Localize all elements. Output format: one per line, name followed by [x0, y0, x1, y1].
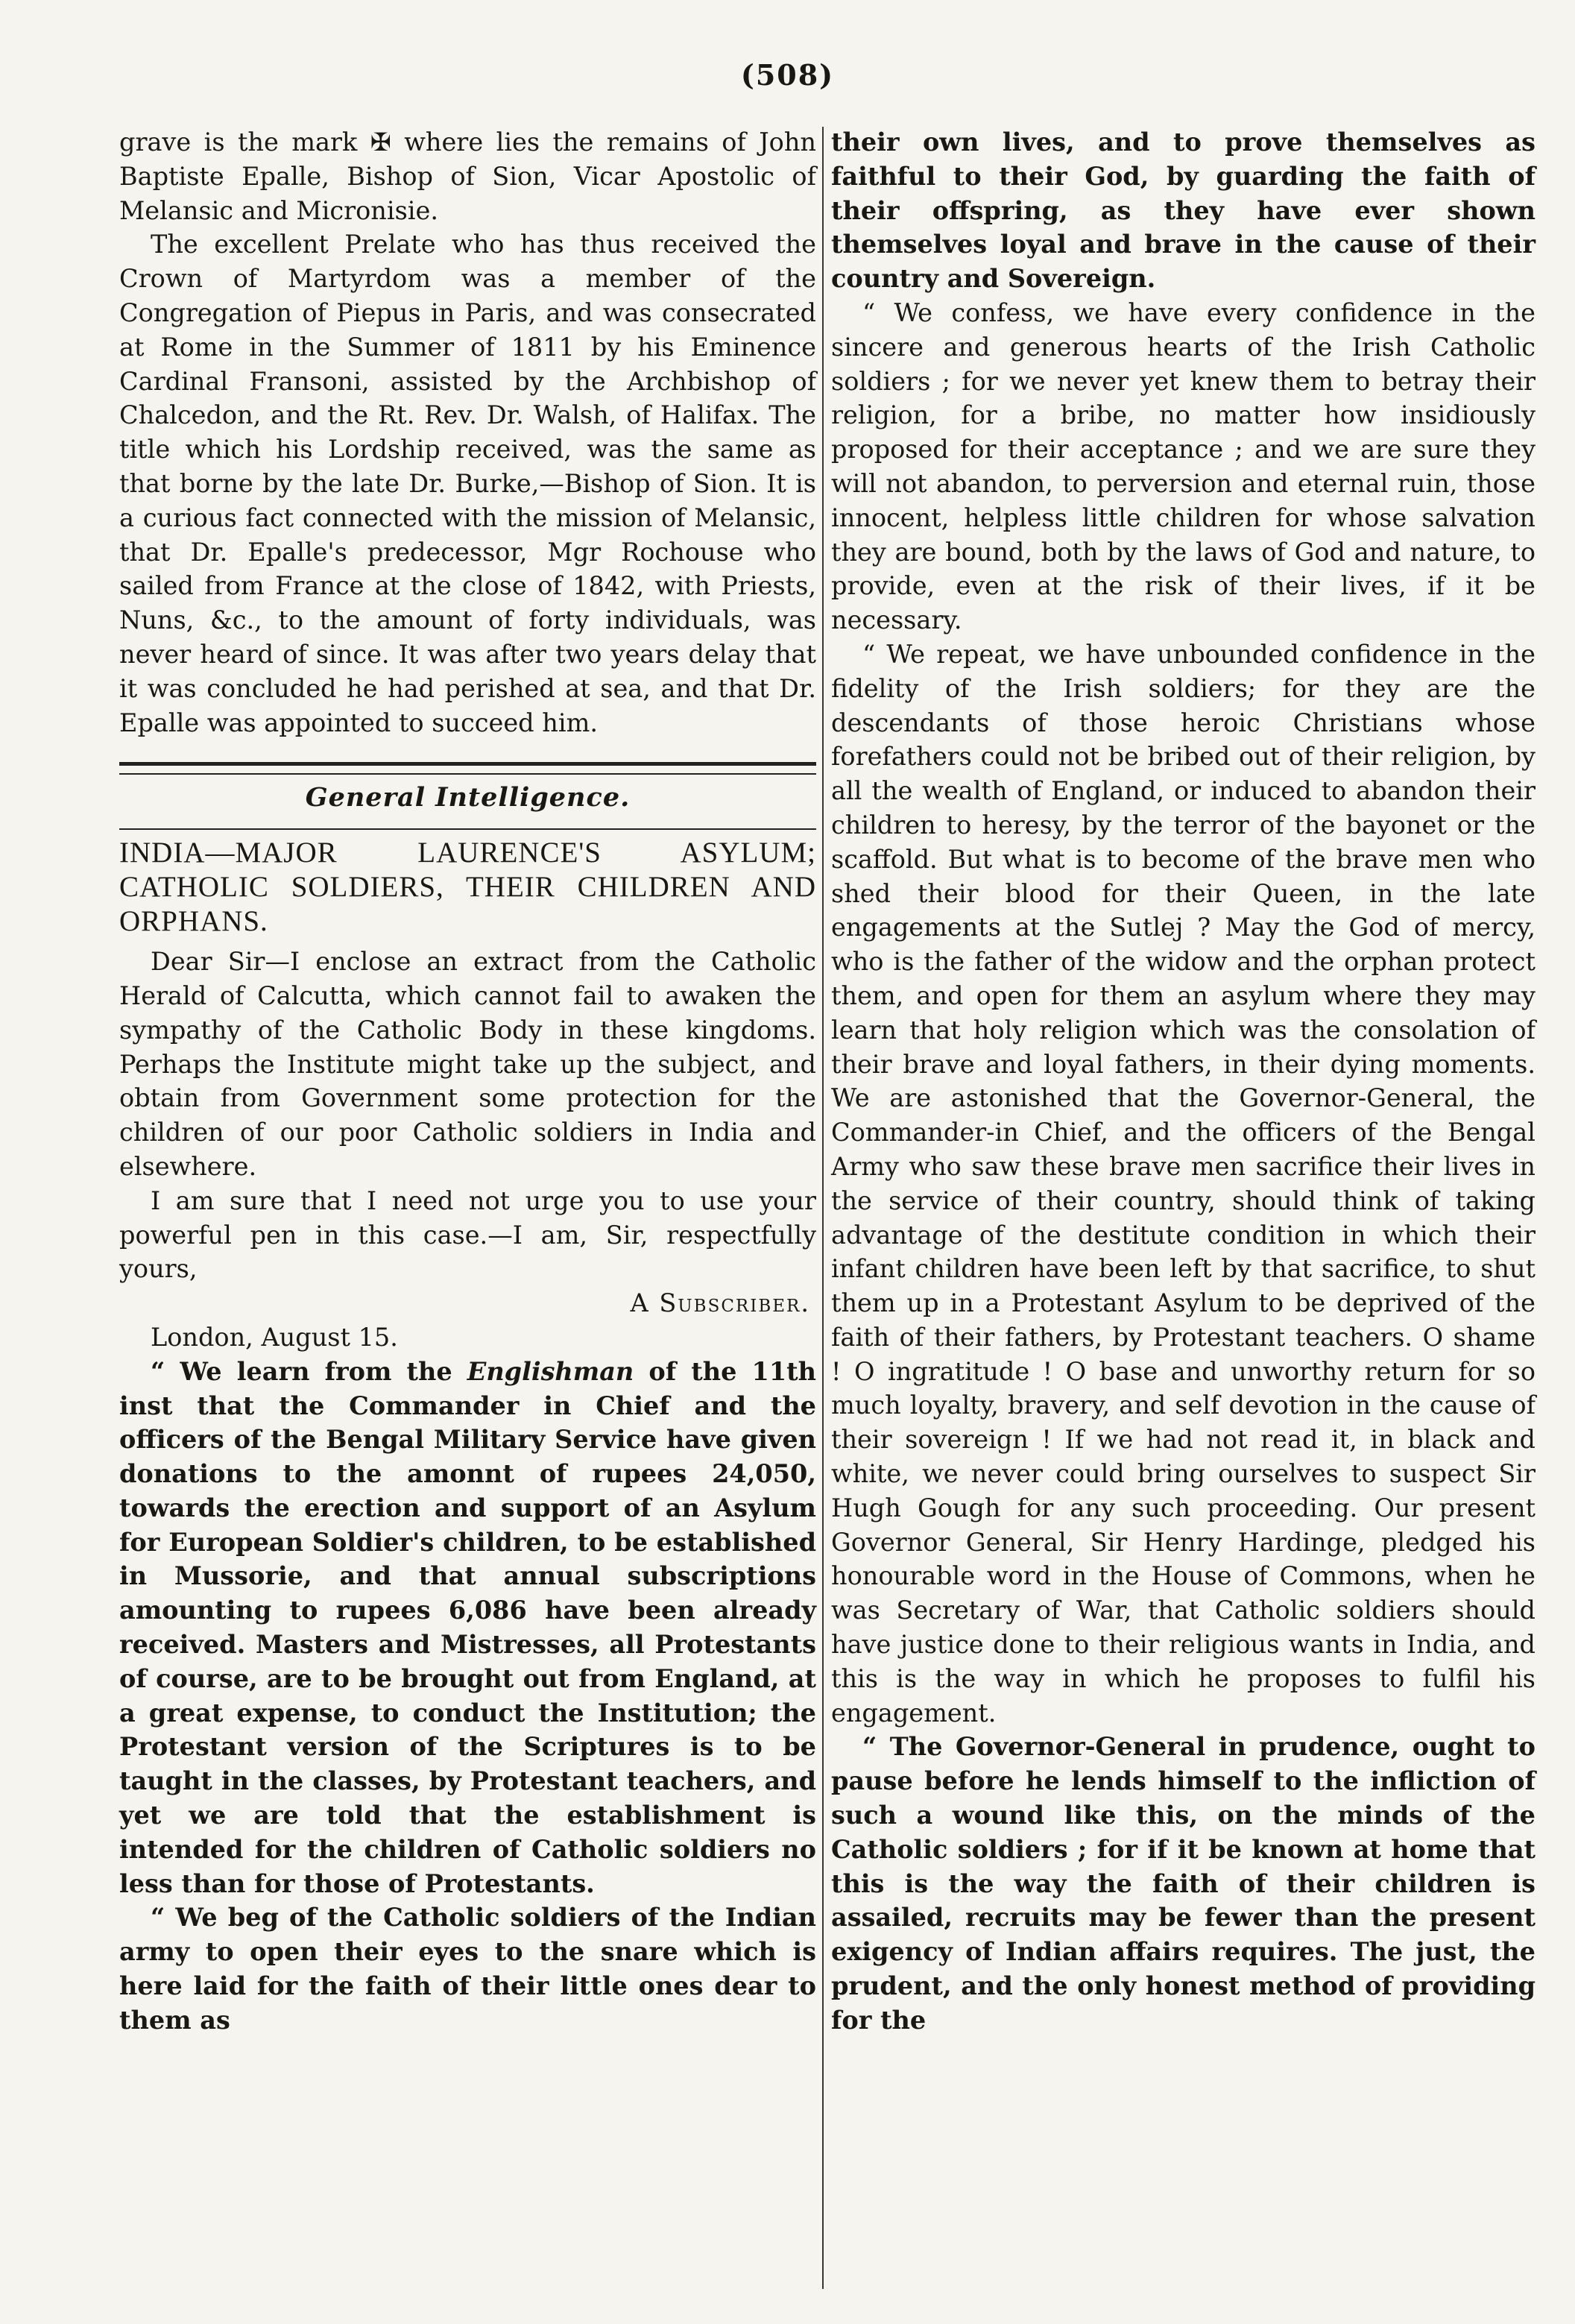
left-column	[119, 125, 816, 2038]
right-column	[831, 125, 1535, 2038]
left-para-2: The excellent Prelate who has thus received the Crown of Martyrdom was a member of the Congregation of Piepus in Paris, and was consecrated at Rome in the Summer of 1811 by his Eminence Cardinal Fransoni, assisted by the Archbishop of Chalcedon, and the Rt. Rev. Dr. Walsh, of Halifax. The title which his Lordship received, was the same as that borne by the late Dr. Burke,—Bishop of Sion. It is a curious fact connected with the mission of Melansic, that Dr. Epalle's predecessor, Mgr Rochouse who sailed from France at the close of 1842, with Priests, Nuns, &c., to the amount of forty individuals, was never heard of since. It was after two years delay that it was concluded he had perished at sea, and that Dr. Epalle was appointed to succeed him.	[119, 230, 816, 737]
quote1-pre: “ We learn from the	[151, 1356, 467, 1386]
place-date: London, August 15.	[151, 1322, 398, 1352]
page-number: (508)	[740, 58, 835, 92]
letter-para-2: I am sure that I need not urge you to use your powerful pen in this case.—I am, Sir, respectfully yours,	[119, 1185, 816, 1284]
right-para-3: “ We repeat, we have unbounded confidence in the fidelity of the Irish soldiers; for they are the descendants of those heroic Christians whose forefathers could not be bribed out of their religion, by all the wealth of England, or induced to abandon their children to heresy, by the terror of the bayonet or the scaffold. But what is to become of the brave men who shed their blood for their Queen, in the late engagements at the Sutlej ? May the God of mercy, who is the father of the widow and the orphan protect them, and open for them an asylum where they may learn that holy religion which was the consolation of their brave and loyal fathers, in their dying moments. We are astonished that the Governor-General, the Commander-in Chief, and the officers of the Bengal Army who saw these brave men sacrifice their lives in the service of their country, should think of taking advantage of the destitute condition in which their infant children have been left by that sacrifice, to shut them up in a Protestant Asylum to be deprived of the faith of their fathers, by Protestant teachers. O shame ! O ingratitude ! O base and unworthy return for so much loyalty, bravery, and self devotion in the cause of their sovereign ! If we had not read it, in black and white, we never could bring ourselves to suspect Sir Hugh Gough for any such proceeding. Our present Governor General, Sir Henry Hardinge, pledged his honourable word in the House of Commons, when he was Secretary of War, that Catholic soldiers should have justice done to their religious wants in India, and this is the way in which he proposes to fulfil his engagement.	[831, 639, 1535, 1728]
quote-para-2: “ We beg of the Catholic soldiers of the Indian army to open their eyes to the snare which is here laid for the faith of their little ones dear to them as	[119, 1903, 816, 2035]
quote-para-1	[119, 1355, 816, 1901]
signature: A Subscriber.	[630, 1288, 810, 1318]
section-rule-bottom	[119, 828, 816, 830]
left-para-1: grave is the mark ✠ where lies the remains of John Baptiste Epalle, Bishop of Sion, Vicar Apostolic of Melansic and Micronisie.	[119, 127, 816, 225]
section-rule-top	[119, 762, 816, 775]
letter-signoff	[119, 1286, 816, 1320]
letter-para-1: Dear Sir—I enclose an extract from the Catholic Herald of Calcutta, which cannot fail to awaken the sympathy of the Catholic Body in these kingdoms. Perhaps the Institute might take up the subject, and obtain from Government some protection for the children of our poor Catholic soldiers in India and elsewhere.	[119, 947, 816, 1181]
right-para-2: “ We confess, we have every confidence in the sincere and generous hearts of the Irish Catholic soldiers ; for we never yet knew them to betray their religion, for a bribe, no matter how insidiously proposed for their acceptance ; and we are sure they will not abandon, to perversion and eternal ruin, those innocent, helpless little children for whose salvation they are bound, both by the laws of God and nature, to provide, even at the risk of their lives, if it be necessary.	[831, 297, 1535, 635]
right-para-4: “ The Governor-General in prudence, ought to pause before he lends himself to the infliction of such a wound like this, on the minds of the Catholic soldiers ; for if it be known at home that this is the way the faith of their children is assailed, recruits may be fewer than the present exigency of Indian affairs requires. The just, the prudent, and the only honest method of providing for the	[831, 1732, 1535, 2035]
quote1-post: of the 11th inst that the Commander in Chief and the officers of the Bengal Military Service have given donations to the amonnt of rupees 24,050, towards the erection and support of an Asylum for European Soldier's children, to be established in Mussorie, and that annual subscriptions amounting to rupees 6,086 have been already received. Masters and Mistresses, all Protestants of course, are to be brought out from England, at a great expense, to conduct the Institution; the Protestant version of the Scriptures is to be taught in the classes, by Protestant teachers, and yet we are told that the establishment is intended for the children of Catholic soldiers no less than for those of Protestants.	[119, 1356, 816, 1898]
column-divider	[822, 127, 824, 2289]
right-para-1: their own lives, and to prove themselves as faithful to their God, by guarding the faith of their offspring, as they have ever shown themselves loyal and brave in the cause of their country and Sovereign.	[831, 127, 1535, 294]
newspaper-name: Englishman	[467, 1356, 634, 1386]
section-heading: General Intelligence.	[305, 782, 631, 813]
article-title: INDIA—MAJOR LAURENCE'S ASYLUM; CATHOLIC SOLDIERS, THEIR CHILDREN AND ORPHANS.	[119, 837, 816, 938]
